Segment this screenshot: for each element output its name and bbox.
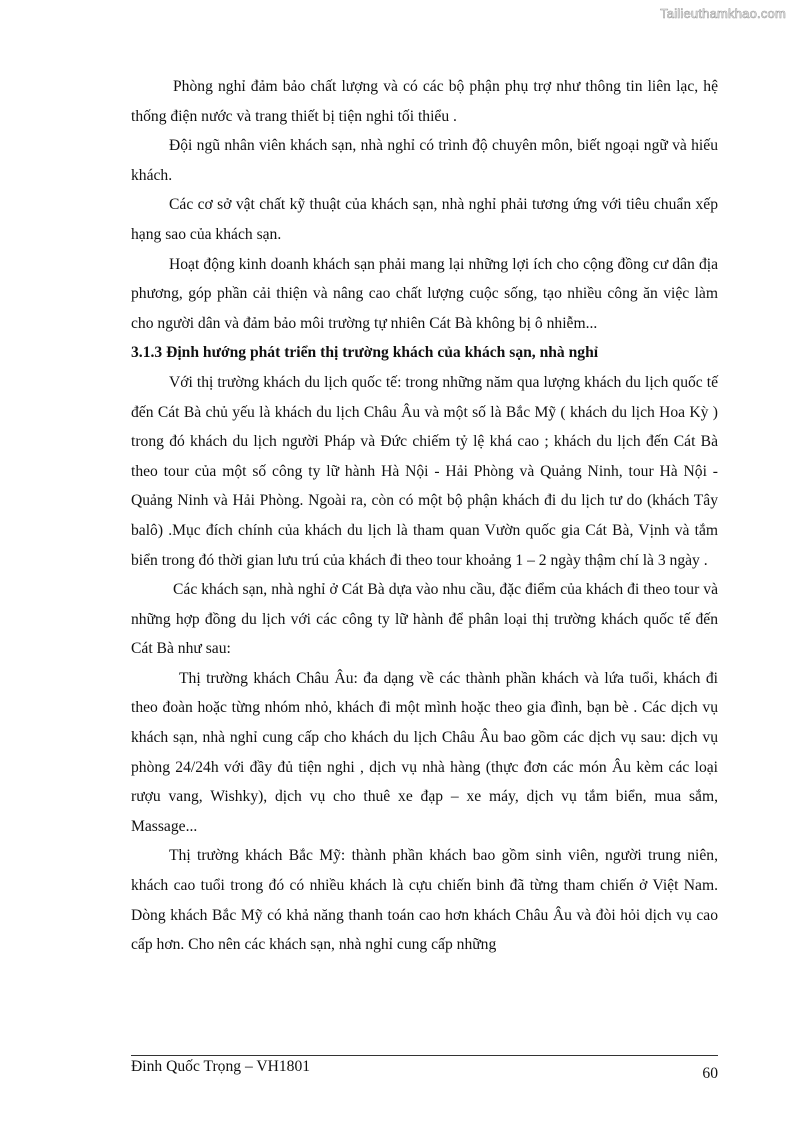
page-number: 60 [702,1065,718,1082]
paragraph-room-quality: Phòng nghỉ đảm bảo chất lượng và có các bộ phận phụ trợ như thông tin liên lạc, hệ thống điện nước và trang thiết bị tiện nghi tối thiểu . [131,78,718,125]
section-heading: 3.1.3 Định hướng phát triển thị trường khách của khách sạn, nhà nghỉ [131,344,599,362]
watermark: Tailieuthamkhao.com [660,6,786,21]
paragraph-european-market: Thị trường khách Châu Âu: đa dạng về các thành phần khách và lứa tuổi, khách đi theo đoàn hoặc từng nhóm nhỏ, khách đi một mình hoặc theo gia đình, bạn bè . Các dịch vụ khách sạn, nhà nghỉ cung cấp cho khách du lịch Châu Âu bao gồm các dịch vụ sau: dịch vụ phòng 24/24h với đầy đủ tiện nghi , dịch vụ nhà hàng (thực đơn các món Âu kèm các loại rượu vang, Wishky), dịch vụ cho thuê xe đạp – xe máy, dịch vụ tắm biển, mua sắm, Massage... [131,669,718,835]
paragraph-staff: Đội ngũ nhân viên khách sạn, nhà nghỉ có trình độ chuyên môn, biết ngoại ngữ và hiếu khách. [131,137,718,184]
paragraph-community-benefits: Hoạt động kinh doanh khách sạn phải mang lại những lợi ích cho cộng đồng cư dân địa phương, góp phần cải thiện và nâng cao chất lượng cuộc sống, tạo nhiều công ăn việc làm cho người dân và đảm bảo môi trường tự nhiên Cát Bà không bị ô nhiễm... [131,255,718,332]
page-body [131,72,718,960]
paragraph-facilities: Các cơ sở vật chất kỹ thuật của khách sạn, nhà nghỉ phải tương ứng với tiêu chuẩn xếp hạng sao của khách sạn. [131,196,718,243]
footer-divider [131,1055,718,1056]
paragraph-north-american-market: Thị trường khách Bắc Mỹ: thành phần khách bao gồm sinh viên, người trung niên, khách cao tuổi trong đó có nhiều khách là cựu chiến binh đã từng tham chiến ở Việt Nam. Dòng khách Bắc Mỹ có khả năng thanh toán cao hơn khách Châu Âu và đòi hỏi dịch vụ cao cấp hơn. Cho nên các khách sạn, nhà nghỉ cung cấp những [131,847,718,954]
footer-author: Đinh Quốc Trọng – VH1801 [131,1058,311,1075]
paragraph-international-market: Với thị trường khách du lịch quốc tế: trong những năm qua lượng khách du lịch quốc tế đến Cát Bà chủ yếu là khách du lịch Châu Âu và một số là Bắc Mỹ ( khách du lịch Hoa Kỳ ) trong đó khách du lịch người Pháp và Đức chiếm tỷ lệ khá cao ; khách du lịch đến Cát Bà theo tour của một số công ty lữ hành Hà Nội - Hải Phòng và Quảng Ninh, tour Hà Nội - Quảng Ninh và Hải Phòng. Ngoài ra, còn có một bộ phận khách đi du lịch tư do (khách Tây balô) .Mục đích chính của khách du lịch là tham quan Vườn quốc gia Cát Bà, Vịnh và tắm biển trong đó thời gian lưu trú của khách đi theo tour khoảng 1 – 2 ngày thậm chí là 3 ngày . [131,373,718,569]
paragraph-market-classification: Các khách sạn, nhà nghỉ ở Cát Bà dựa vào nhu cầu, đặc điểm của khách đi theo tour và những hợp đồng du lịch với các công ty lữ hành để phân loại thị trường khách quốc tế đến Cát Bà như sau: [131,581,718,658]
